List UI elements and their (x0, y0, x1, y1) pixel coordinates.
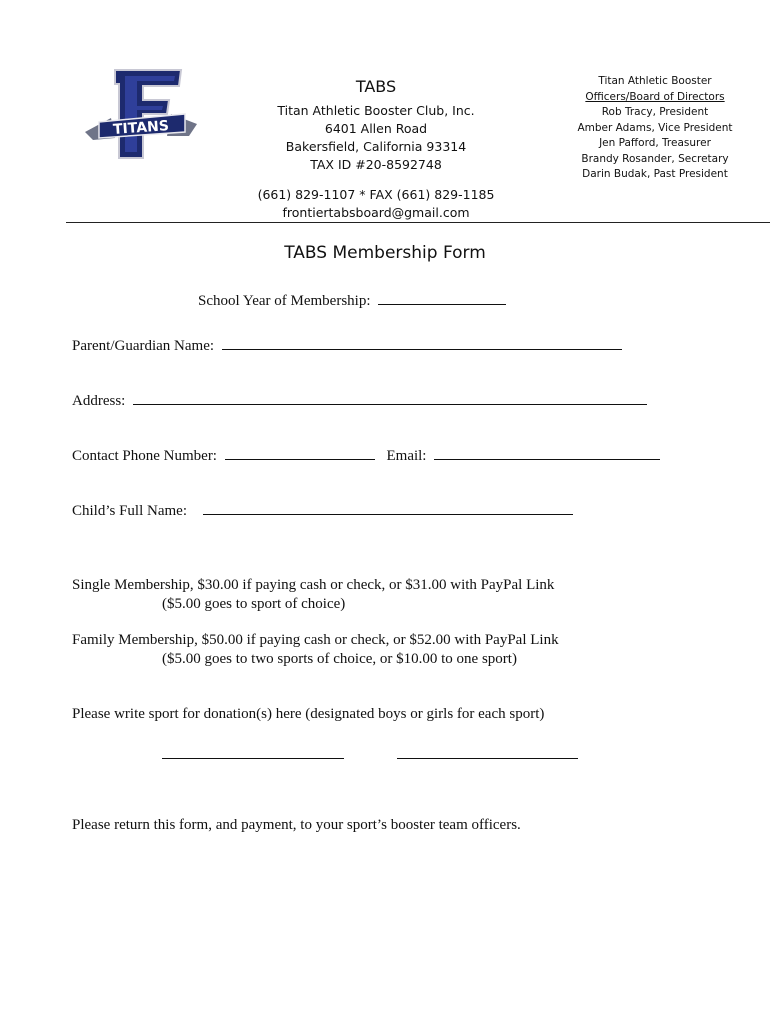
school-year-input-line[interactable] (378, 292, 506, 305)
email-label: Email: (386, 448, 427, 464)
sport-2-input-line[interactable] (397, 746, 578, 759)
logo-text: TITANS (112, 118, 170, 138)
phone-label: Contact Phone Number: (72, 448, 217, 464)
single-membership-price: Single Membership, $30.00 if paying cash or check, or $31.00 with PayPal Link (72, 577, 555, 593)
child-name-input-line[interactable] (203, 502, 573, 515)
school-year-field (198, 292, 506, 310)
officer-1: Rob Tracy, President (601, 106, 709, 118)
school-year-label: School Year of Membership: (198, 293, 371, 309)
contact-info (240, 186, 512, 222)
family-membership-note: ($5.00 goes to two sports of choice, or $10.00 to one sport) (162, 651, 517, 667)
address-input-line[interactable] (133, 392, 647, 405)
child-name-label: Child’s Full Name: (72, 503, 188, 519)
officer-2: Amber Adams, Vice President (577, 121, 733, 134)
sport-instruction: Please write sport for donation(s) here (designated boys or girls for each sport) (72, 706, 545, 722)
address-label: Address: (72, 393, 126, 409)
phone-input-line[interactable] (225, 447, 375, 460)
officer-4: Brandy Rosander, Secretary (581, 152, 729, 165)
family-membership-price: Family Membership, $50.00 if paying cash or check, or $52.00 with PayPal Link (72, 632, 559, 648)
address-field (72, 392, 647, 410)
street-address: 6401 Allen Road (324, 121, 428, 136)
officers-heading: Titan Athletic Booster (598, 75, 712, 87)
organization-header (240, 76, 512, 174)
phone-email-field (72, 447, 660, 465)
single-membership (72, 576, 554, 614)
single-membership-note: ($5.00 goes to sport of choice) (162, 596, 346, 612)
tax-id: TAX ID #20-8592748 (310, 157, 442, 172)
titans-logo (85, 66, 197, 166)
parent-name-label: Parent/Guardian Name: (72, 338, 215, 354)
sport-1-input-line[interactable] (162, 746, 344, 759)
officer-5: Darin Budak, Past President (582, 168, 728, 180)
org-full-name: Titan Athletic Booster Club, Inc. (277, 103, 475, 118)
contact-email: frontiertabsboard@gmail.com (282, 205, 470, 220)
officer-3: Jen Pafford, Treasurer (599, 137, 711, 149)
parent-name-field (72, 337, 622, 355)
officers-block (560, 74, 750, 183)
form-title: TABS Membership Form (284, 243, 486, 263)
phone-fax: (661) 829-1107 * FAX (661) 829-1185 (257, 187, 495, 202)
officers-subheading: Officers/Board of Directors (585, 90, 725, 103)
city-address: Bakersfield, California 93314 (285, 139, 467, 154)
child-name-field (72, 502, 573, 520)
parent-name-input-line[interactable] (222, 337, 622, 350)
org-short-name: TABS (355, 77, 397, 96)
header-divider (66, 222, 770, 223)
email-input-line[interactable] (434, 447, 660, 460)
family-membership (72, 631, 559, 669)
return-instruction: Please return this form, and payment, to your sport’s booster team officers. (72, 817, 521, 833)
